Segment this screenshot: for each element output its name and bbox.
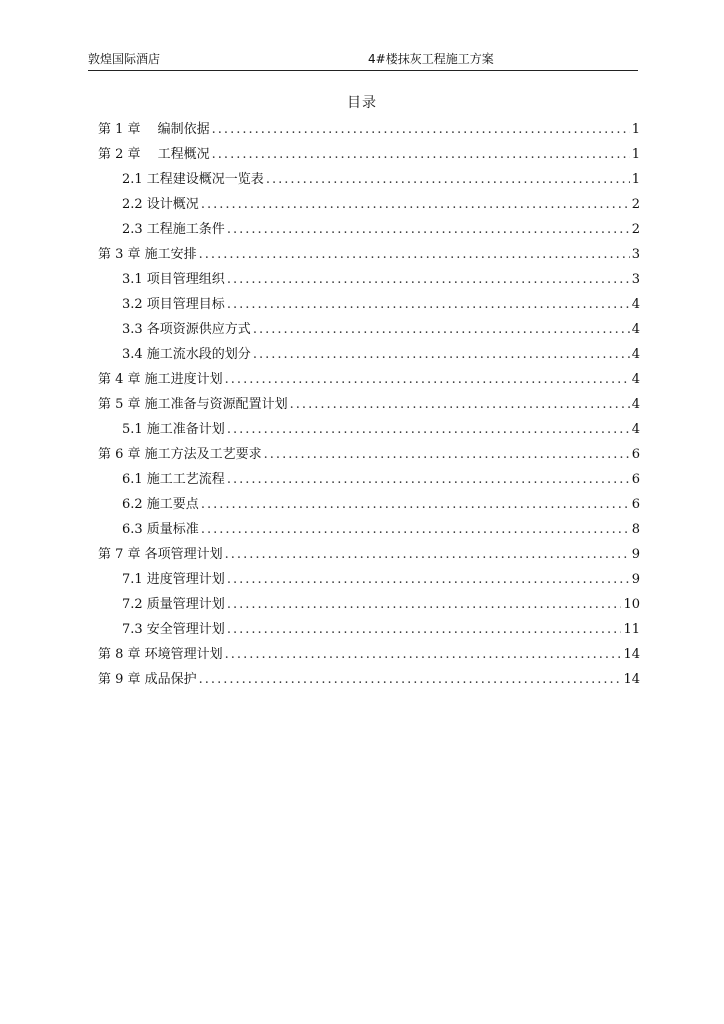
toc-dot-leader [290, 397, 630, 412]
toc-entry[interactable] [98, 268, 640, 293]
toc-entry-label: 3.3 各项资源供应方式 [122, 322, 251, 337]
toc-dot-leader [227, 597, 622, 612]
toc-entry[interactable] [98, 343, 640, 368]
toc-entry-label: 7.3 安全管理计划 [122, 622, 225, 637]
toc-dot-leader [225, 647, 622, 662]
toc-dot-leader [201, 197, 630, 212]
toc-entry-page-number: 1 [631, 122, 640, 137]
header-hotel-name: 敦煌国际酒店 [88, 52, 161, 66]
toc-entry[interactable] [98, 143, 640, 168]
toc-dot-leader [199, 672, 622, 687]
toc-entry-page-number: 9 [631, 547, 640, 562]
toc-dot-leader [201, 522, 630, 537]
toc-entry[interactable] [98, 368, 640, 393]
toc-entry-label: 6.1 施工工艺流程 [122, 472, 225, 487]
toc-entry-page-number: 10 [623, 597, 640, 612]
toc-entry-label: 6.2 施工要点 [122, 497, 199, 512]
toc-dot-leader [266, 172, 630, 187]
toc-dot-leader [225, 372, 630, 387]
toc-dot-leader [264, 447, 630, 462]
toc-entry-page-number: 9 [631, 572, 640, 587]
toc-dot-leader [225, 547, 630, 562]
page-header [88, 52, 638, 71]
toc-entry[interactable] [98, 243, 640, 268]
toc-dot-leader [227, 222, 630, 237]
toc-entry-label: 第 1 章 编制依据 [98, 122, 210, 137]
toc-dot-leader [201, 497, 630, 512]
toc-entry[interactable] [98, 518, 640, 543]
toc-entry[interactable] [98, 668, 640, 693]
toc-entry[interactable] [98, 393, 640, 418]
toc-entry[interactable] [98, 218, 640, 243]
header-document-title: 4#楼抹灰工程施工方案 [368, 52, 494, 66]
toc-dot-leader [212, 122, 630, 137]
toc-dot-leader [227, 622, 622, 637]
toc-entry-page-number: 2 [631, 222, 640, 237]
toc-entry-label: 3.1 项目管理组织 [122, 272, 225, 287]
toc-dot-leader [227, 422, 630, 437]
toc-entry-page-number: 4 [631, 372, 640, 387]
toc-dot-leader [227, 572, 630, 587]
toc-entry[interactable] [98, 443, 640, 468]
toc-entry-label: 第 2 章 工程概况 [98, 147, 210, 162]
toc-entry-label: 2.1 工程建设概况一览表 [122, 172, 264, 187]
toc-title: 目录 [347, 95, 377, 111]
toc-dot-leader [227, 272, 630, 287]
toc-dot-leader [199, 247, 630, 262]
toc-entry-page-number: 3 [631, 272, 640, 287]
toc-entry[interactable] [98, 293, 640, 318]
toc-entry-page-number: 4 [631, 397, 640, 412]
toc-entry-page-number: 2 [631, 197, 640, 212]
toc-entry-page-number: 4 [631, 422, 640, 437]
toc-entry-page-number: 6 [631, 447, 640, 462]
toc-dot-leader [253, 322, 630, 337]
toc-entry[interactable] [98, 318, 640, 343]
toc-entry[interactable] [98, 468, 640, 493]
toc-entry-label: 3.2 项目管理目标 [122, 297, 225, 312]
table-of-contents [98, 118, 640, 693]
toc-entry-label: 5.1 施工准备计划 [122, 422, 225, 437]
toc-entry-label: 第 6 章 施工方法及工艺要求 [98, 447, 262, 462]
toc-entry-page-number: 8 [631, 522, 640, 537]
toc-dot-leader [253, 347, 630, 362]
toc-entry-page-number: 4 [631, 322, 640, 337]
toc-entry[interactable] [98, 618, 640, 643]
toc-entry-label: 第 3 章 施工安排 [98, 247, 197, 262]
toc-entry-label: 7.2 质量管理计划 [122, 597, 225, 612]
toc-entry-label: 7.1 进度管理计划 [122, 572, 225, 587]
toc-entry-page-number: 1 [631, 172, 640, 187]
toc-entry[interactable] [98, 493, 640, 518]
toc-entry[interactable] [98, 543, 640, 568]
toc-entry-page-number: 11 [623, 622, 640, 637]
toc-dot-leader [227, 297, 630, 312]
toc-entry-page-number: 1 [631, 147, 640, 162]
toc-entry-label: 第 4 章 施工进度计划 [98, 372, 223, 387]
toc-entry[interactable] [98, 593, 640, 618]
toc-entry[interactable] [98, 168, 640, 193]
toc-entry-label: 3.4 施工流水段的划分 [122, 347, 251, 362]
toc-entry-page-number: 14 [623, 672, 640, 687]
toc-entry[interactable] [98, 418, 640, 443]
toc-entry[interactable] [98, 118, 640, 143]
toc-entry-label: 第 7 章 各项管理计划 [98, 547, 223, 562]
toc-entry[interactable] [98, 643, 640, 668]
toc-entry-page-number: 6 [631, 472, 640, 487]
toc-dot-leader [212, 147, 630, 162]
toc-entry-label: 第 8 章 环境管理计划 [98, 647, 223, 662]
toc-entry-page-number: 14 [623, 647, 640, 662]
toc-entry-page-number: 4 [631, 297, 640, 312]
toc-entry[interactable] [98, 568, 640, 593]
toc-entry-label: 2.3 工程施工条件 [122, 222, 225, 237]
toc-entry-label: 第 9 章 成品保护 [98, 672, 197, 687]
toc-entry-label: 6.3 质量标准 [122, 522, 199, 537]
toc-entry[interactable] [98, 193, 640, 218]
toc-entry-label: 2.2 设计概况 [122, 197, 199, 212]
toc-entry-label: 第 5 章 施工准备与资源配置计划 [98, 397, 288, 412]
toc-entry-page-number: 3 [631, 247, 640, 262]
toc-entry-page-number: 4 [631, 347, 640, 362]
toc-dot-leader [227, 472, 630, 487]
toc-entry-page-number: 6 [631, 497, 640, 512]
